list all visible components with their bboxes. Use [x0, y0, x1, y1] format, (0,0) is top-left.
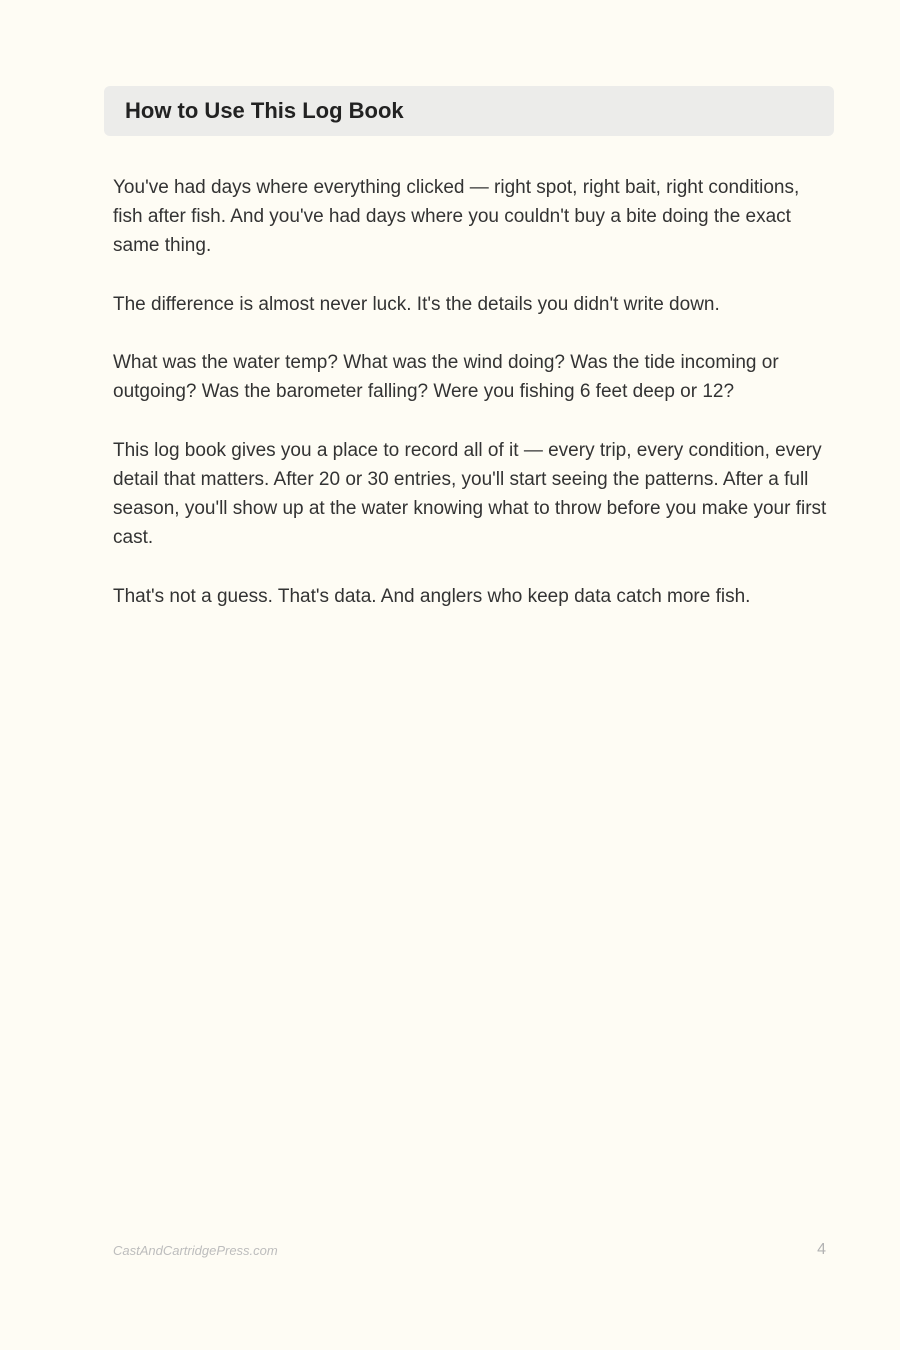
page-title: How to Use This Log Book — [125, 98, 404, 123]
footer-website: CastAndCartridgePress.com — [113, 1243, 278, 1258]
paragraph-4: This log book gives you a place to record all of it — every trip, every condition, every detail that matters. After 20 or 30 entries, you'll start seeing the patterns. After a full season, you'll show up at the water knowing what to throw before you make your first cast. — [113, 439, 827, 549]
page-number: 4 — [817, 1241, 826, 1258]
body-text — [113, 173, 833, 640]
paragraph-3: What was the water temp? What was the wind doing? Was the tide incoming or outgoing? Was the barometer falling? Were you fishing 6 feet deep or 12? — [113, 352, 779, 403]
section-header — [104, 86, 834, 136]
paragraph-5: That's not a guess. That's data. And anglers who keep data catch more fish. — [113, 585, 751, 607]
paragraph-2: The difference is almost never luck. It's the details you didn't write down. — [113, 293, 720, 315]
paragraph-1: You've had days where everything clicked — right spot, right bait, right conditions, fish after fish. And you've had days where you couldn't buy a bite doing the exact same thing. — [113, 177, 800, 257]
